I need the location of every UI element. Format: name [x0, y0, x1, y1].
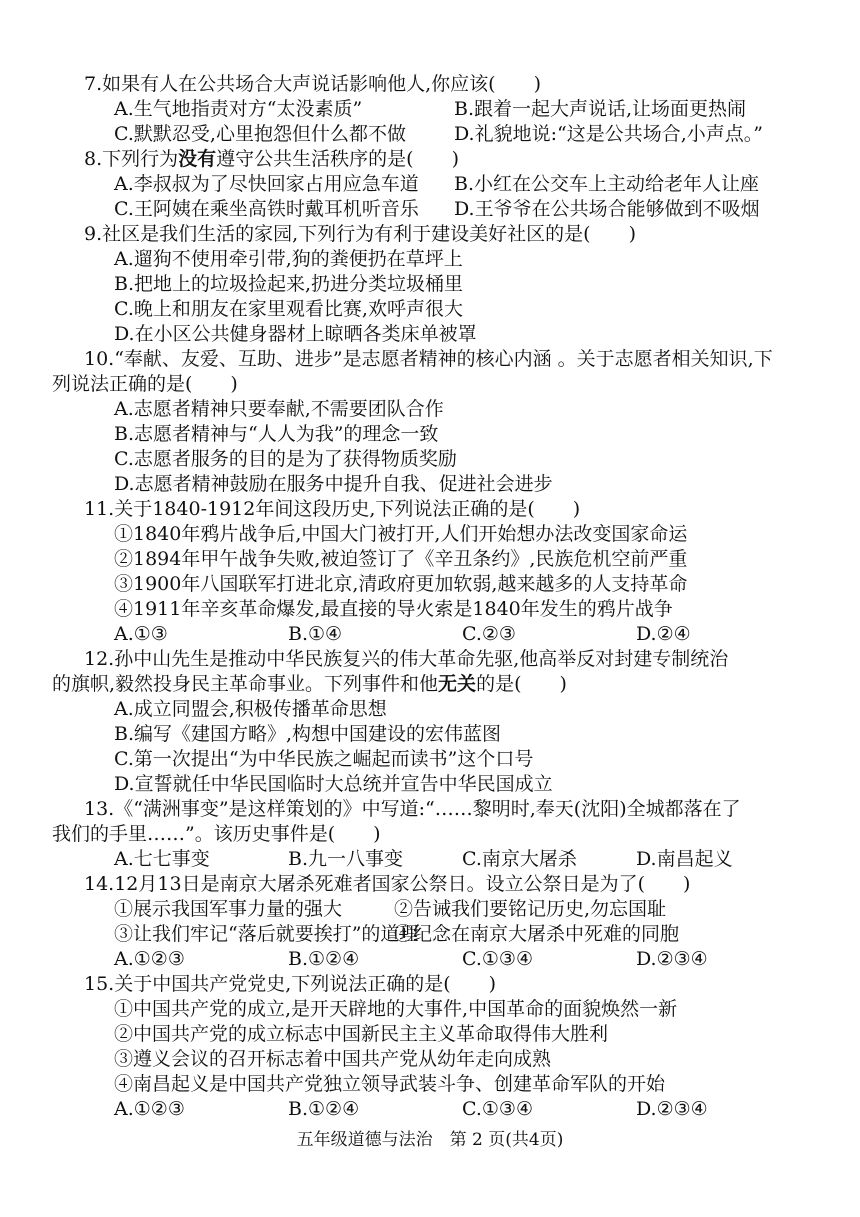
question-7-stem: 7.如果有人在公共场合大声说话影响他人,你应该( ) [84, 73, 541, 95]
question-8-stem-post: 遵守公共生活秩序的是( ) [216, 148, 459, 170]
question-8-options-row-1 [52, 172, 810, 197]
question-10-option-a: A.志愿者精神只要奉献,不需要团队合作 [114, 398, 444, 420]
question-14-option-a: A.①②③ [114, 948, 185, 970]
question-8-stem-emphasis: 没有 [178, 148, 217, 170]
question-15-options-row [52, 1097, 810, 1122]
question-8-option-b: B.小红在公交车上主动给老年人让座 [454, 173, 760, 195]
question-10-option-d: D.志愿者精神鼓励在服务中提升自我、促进社会进步 [114, 473, 553, 495]
question-7-option-d: D.礼貌地说:“这是公共场合,小声点。” [454, 123, 763, 145]
question-10-stem-line-1: 10.“奉献、友爱、互助、进步”是志愿者精神的核心内涵 。关于志愿者相关知识,下 [84, 348, 773, 370]
question-9-option-b: B.把地上的垃圾捡起来,扔进分类垃圾桶里 [114, 273, 464, 295]
question-10-stem-line-2: 列说法正确的是( ) [52, 373, 238, 395]
question-14-statement-2: ②告诫我们要铭记历史,勿忘国耻 [394, 898, 667, 920]
question-15-stem: 15.关于中国共产党党史,下列说法正确的是( ) [84, 973, 497, 995]
question-11-option-b: B.①④ [288, 623, 343, 645]
question-12-option-b: B.编写《建国方略》,构想中国建设的宏伟蓝图 [114, 723, 502, 745]
question-12-stem-line-1: 12.孙中山先生是推动中华民族复兴的伟大革命先驱,他高举反对封建专制统治 [84, 648, 729, 670]
question-11-statement-1: ①1840年鸦片战争后,中国大门被打开,人们开始想办法改变国家命运 [114, 523, 688, 545]
question-8-option-c: C.王阿姨在乘坐高铁时戴耳机听音乐 [114, 198, 419, 220]
question-14-statement-3: ③让我们牢记“落后就要挨打”的道理 [114, 923, 419, 945]
question-11-statement-3: ③1900年八国联军打进北京,清政府更加软弱,越来越多的人支持革命 [114, 573, 688, 595]
question-12-stem-post: 的是( ) [476, 673, 567, 695]
question-12-option-d: D.宣誓就任中华民国临时大总统并宣告中华民国成立 [114, 773, 553, 795]
question-7-option-a: A.生气地指责对方“太没素质” [114, 98, 363, 120]
page-footer: 五年级道德与法治 第 2 页(共4页) [296, 1130, 564, 1150]
question-13-option-b: B.九一八事变 [288, 848, 404, 870]
question-14-option-c: C.①③④ [462, 948, 533, 970]
question-7-option-c: C.默默忍受,心里抱怨但什么都不做 [114, 123, 406, 145]
question-9-option-d: D.在小区公共健身器材上晾晒各类床单被罩 [114, 323, 477, 345]
question-10-option-c: C.志愿者服务的目的是为了获得物质奖励 [114, 448, 457, 470]
question-13-options-row [52, 847, 810, 872]
question-14-statements-row-1 [52, 897, 810, 922]
question-11-option-a: A.①③ [114, 623, 168, 645]
question-14-option-d: D.②③④ [636, 948, 708, 970]
question-11-option-d: D.②④ [636, 623, 691, 645]
question-13-option-a: A.七七事变 [114, 848, 210, 870]
question-15-option-b: B.①②④ [288, 1098, 360, 1120]
question-15-option-d: D.②③④ [636, 1098, 708, 1120]
question-14-stem: 14.12月13日是南京大屠杀死难者国家公祭日。设立公祭日是为了( ) [84, 873, 691, 895]
question-11-options-row [52, 622, 810, 647]
question-15-statement-1: ①中国共产党的成立,是开天辟地的大事件,中国革命的面貌焕然一新 [114, 998, 678, 1020]
question-15-statement-3: ③遵义会议的召开标志着中国共产党从幼年走向成熟 [114, 1048, 552, 1070]
question-11-statement-4: ④1911年辛亥革命爆发,最直接的导火索是1840年发生的鸦片战争 [114, 598, 673, 620]
question-13-stem-line-1: 13.《“满洲事变”是这样策划的》中写道:“……黎明时,奉天(沈阳)全城都落在了 [84, 798, 741, 820]
question-15-statement-4: ④南昌起义是中国共产党独立领导武装斗争、创建革命军队的开始 [114, 1073, 666, 1095]
question-8-stem-pre: 8.下列行为 [84, 148, 179, 170]
question-7-options-row-1 [52, 97, 810, 122]
question-15-statement-2: ②中国共产党的成立标志中国新民主主义革命取得伟大胜利 [114, 1023, 609, 1045]
question-13-option-d: D.南昌起义 [636, 848, 733, 870]
question-14-statements-row-2 [52, 922, 810, 947]
question-14-option-b: B.①②④ [288, 948, 360, 970]
question-12-stem-pre: 的旗帜,毅然投身民主革命事业。下列事件和他 [52, 673, 439, 695]
question-9-option-c: C.晚上和朋友在家里观看比赛,欢呼声很大 [114, 298, 463, 320]
question-8-stem [52, 147, 810, 172]
question-11-stem: 11.关于1840-1912年间这段历史,下列说法正确的是( ) [84, 498, 581, 520]
question-14-options-row [52, 947, 810, 972]
question-9-stem: 9.社区是我们生活的家园,下列行为有利于建设美好社区的是( ) [84, 223, 636, 245]
question-12-option-a: A.成立同盟会,积极传播革命思想 [114, 698, 387, 720]
question-12-stem-emphasis: 无关 [438, 673, 477, 695]
question-15-option-a: A.①②③ [114, 1098, 185, 1120]
question-12-option-c: C.第一次提出“为中华民族之崛起而读书”这个口号 [114, 748, 534, 770]
question-11-statement-2: ②1894年甲午战争失败,被迫签订了《辛丑条约》,民族危机空前严重 [114, 548, 688, 570]
question-9-option-a: A.遛狗不使用牵引带,狗的粪便扔在草坪上 [114, 248, 463, 270]
question-8-options-row-2 [52, 197, 810, 222]
question-12-stem-line-2 [52, 672, 810, 697]
question-15-option-c: C.①③④ [462, 1098, 533, 1120]
question-14-statement-4: ④纪念在南京大屠杀中死难的同胞 [394, 923, 680, 945]
question-7-options-row-2 [52, 122, 810, 147]
question-10-option-b: B.志愿者精神与“人人为我”的理念一致 [114, 423, 439, 445]
question-13-option-c: C.南京大屠杀 [462, 848, 577, 870]
question-14-statement-1: ①展示我国军事力量的强大 [114, 898, 343, 920]
question-13-stem-line-2: 我们的手里……”。该历史事件是( ) [52, 823, 381, 845]
question-8-option-a: A.李叔叔为了尽快回家占用应急车道 [114, 173, 419, 195]
question-8-option-d: D.王爷爷在公共场合能够做到不吸烟 [454, 198, 760, 220]
question-7-option-b: B.跟着一起大声说话,让场面更热闹 [454, 98, 747, 120]
question-11-option-c: C.②③ [462, 623, 516, 645]
